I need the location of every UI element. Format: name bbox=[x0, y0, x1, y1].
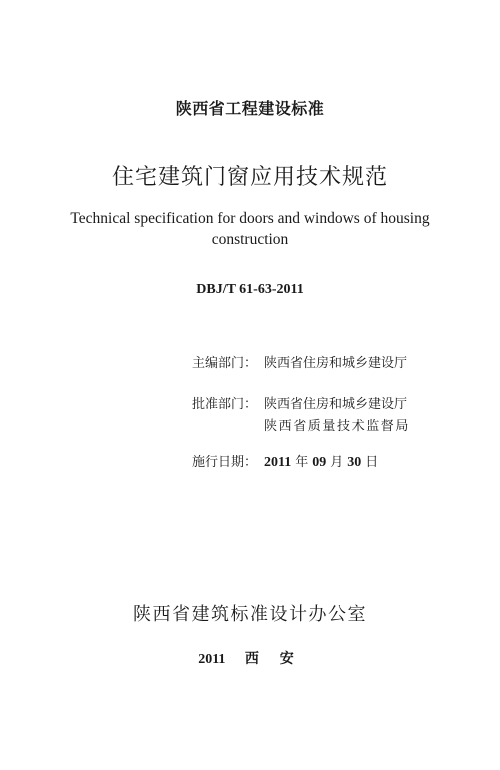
date-month-unit: 月 bbox=[330, 455, 344, 470]
date-year-unit: 年 bbox=[295, 455, 309, 470]
date-label: 施行日期： bbox=[192, 455, 258, 470]
date-month: 09 bbox=[312, 455, 327, 470]
english-title-line-2: construction bbox=[211, 231, 289, 248]
imprint-year: 2011 bbox=[198, 652, 226, 667]
imprint bbox=[0, 648, 500, 668]
publisher: 陕西省建筑标准设计办公室 bbox=[133, 604, 367, 625]
date-year: 2011 bbox=[264, 455, 292, 470]
approver-label: 批准部门： bbox=[192, 397, 258, 412]
series-title: 陕西省工程建设标准 bbox=[175, 99, 325, 118]
standard-code: DBJ/T 61-63-2011 bbox=[196, 282, 304, 297]
approver-department-row bbox=[192, 394, 410, 438]
date-day: 30 bbox=[347, 455, 362, 470]
editor-label: 主编部门： bbox=[192, 356, 258, 371]
editor-value: 陕西省住房和城乡建设厅 bbox=[264, 356, 408, 371]
date-day-unit: 日 bbox=[365, 455, 379, 470]
approver-value-2: 陕西省质量技术监督局 bbox=[264, 419, 411, 434]
effective-date bbox=[264, 452, 382, 474]
english-title bbox=[0, 208, 500, 250]
document-title: 住宅建筑门窗应用技术规范 bbox=[111, 165, 388, 190]
english-title-line-1: Technical specification for doors and windows of housing bbox=[70, 210, 430, 227]
editor-department-row bbox=[192, 353, 407, 375]
effective-date-row bbox=[192, 452, 382, 474]
approver-value-1: 陕西省住房和城乡建设厅 bbox=[264, 397, 408, 412]
imprint-city: 西 安 bbox=[244, 651, 302, 667]
